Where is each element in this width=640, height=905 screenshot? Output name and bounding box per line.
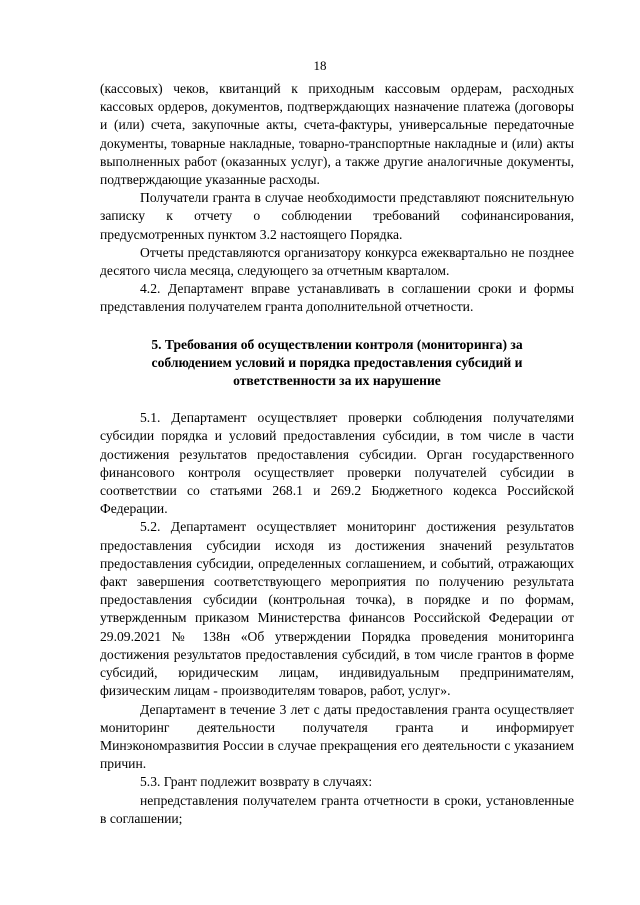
paragraph-non-reporting: непредставления получателем гранта отчетности в сроки, установленные в соглашении; — [100, 792, 574, 826]
paragraph-reports-deadline: Отчеты представляются организатору конкурса ежеквартально не позднее десятого числа месяца, следующего за отчетным кварталом. — [100, 244, 574, 279]
paragraph-5-2: 5.2. Департамент осуществляет мониторинг достижения результатов предоставления субсидии исходя из достижения значений результатов предоставления субсидии, определенных соглашением, и событий, отражающих факт завершения соответствующего мероприятия по получению результата предоставления субсидии (контрольная точка), в порядке и по формам, утвержденным приказом Министерства финансов Российской Федерации от 29.09.2021 № 138н «Об утверждении Порядка проведения мониторинга достижения результатов предоставления субсидий, в том числе грантов в форме субсидий, юридическим лицам, индивидуальным предпринимателям, физическим лицам - производителям товаров, работ, услуг». — [100, 519, 574, 699]
section-title-line-1: 5. Требования об осуществлении контроля (мониторинга) за — [151, 336, 523, 352]
section-title-line-3: ответственности за их нарушение — [233, 373, 441, 389]
paragraph-5-1: 5.1. Департамент осуществляет проверки соблюдения получателями субсидии порядка и условий предоставления субсидии, в том числе в части достижения результатов предоставления субсидии. Орган государственного финансового контроля осуществляет проверки получателей субсидии в соответствии со статьями 268.1 и 269.2 Бюджетного кодекса Российской Федерации. — [100, 410, 574, 517]
paragraph-4-2: 4.2. Департамент вправе устанавливать в соглашении сроки и формы представления получателем гранта дополнительной отчетности. — [100, 281, 574, 315]
paragraph-explanatory-note: Получатели гранта в случае необходимости представляют пояснительную записку к отчету о соблюдении требований софинансирования, предусмотренных пунктом 3.2 настоящего Порядка. — [100, 190, 574, 242]
document-body — [100, 80, 574, 828]
section-5-title — [100, 336, 574, 391]
page-number: 18 — [313, 58, 327, 73]
section-title-line-2: соблюдением условий и порядка предоставления субсидий и — [151, 354, 523, 370]
paragraph-expense-documents: (кассовых) чеков, квитанций к приходным кассовым ордерам, расходных кассовых ордеров, документов, подтверждающих назначение платежа (договоры и (или) счета, закупочные акты, счета-фактуры, универсальные передаточные документы, товарные накладные, товарно-транспортные накладные и (или) акты выполненных работ (оказанных услуг), а также другие аналогичные документы, подтверждающие указанные расходы. — [100, 81, 574, 188]
paragraph-monitoring-3-years: Департамент в течение 3 лет с даты предоставления гранта осуществляет мониторинг деятельности получателя гранта и информирует Минэкономразвития России в случае прекращения его деятельности с указанием причин. — [100, 701, 574, 772]
paragraph-5-3: 5.3. Грант подлежит возврату в случаях: — [140, 774, 373, 790]
